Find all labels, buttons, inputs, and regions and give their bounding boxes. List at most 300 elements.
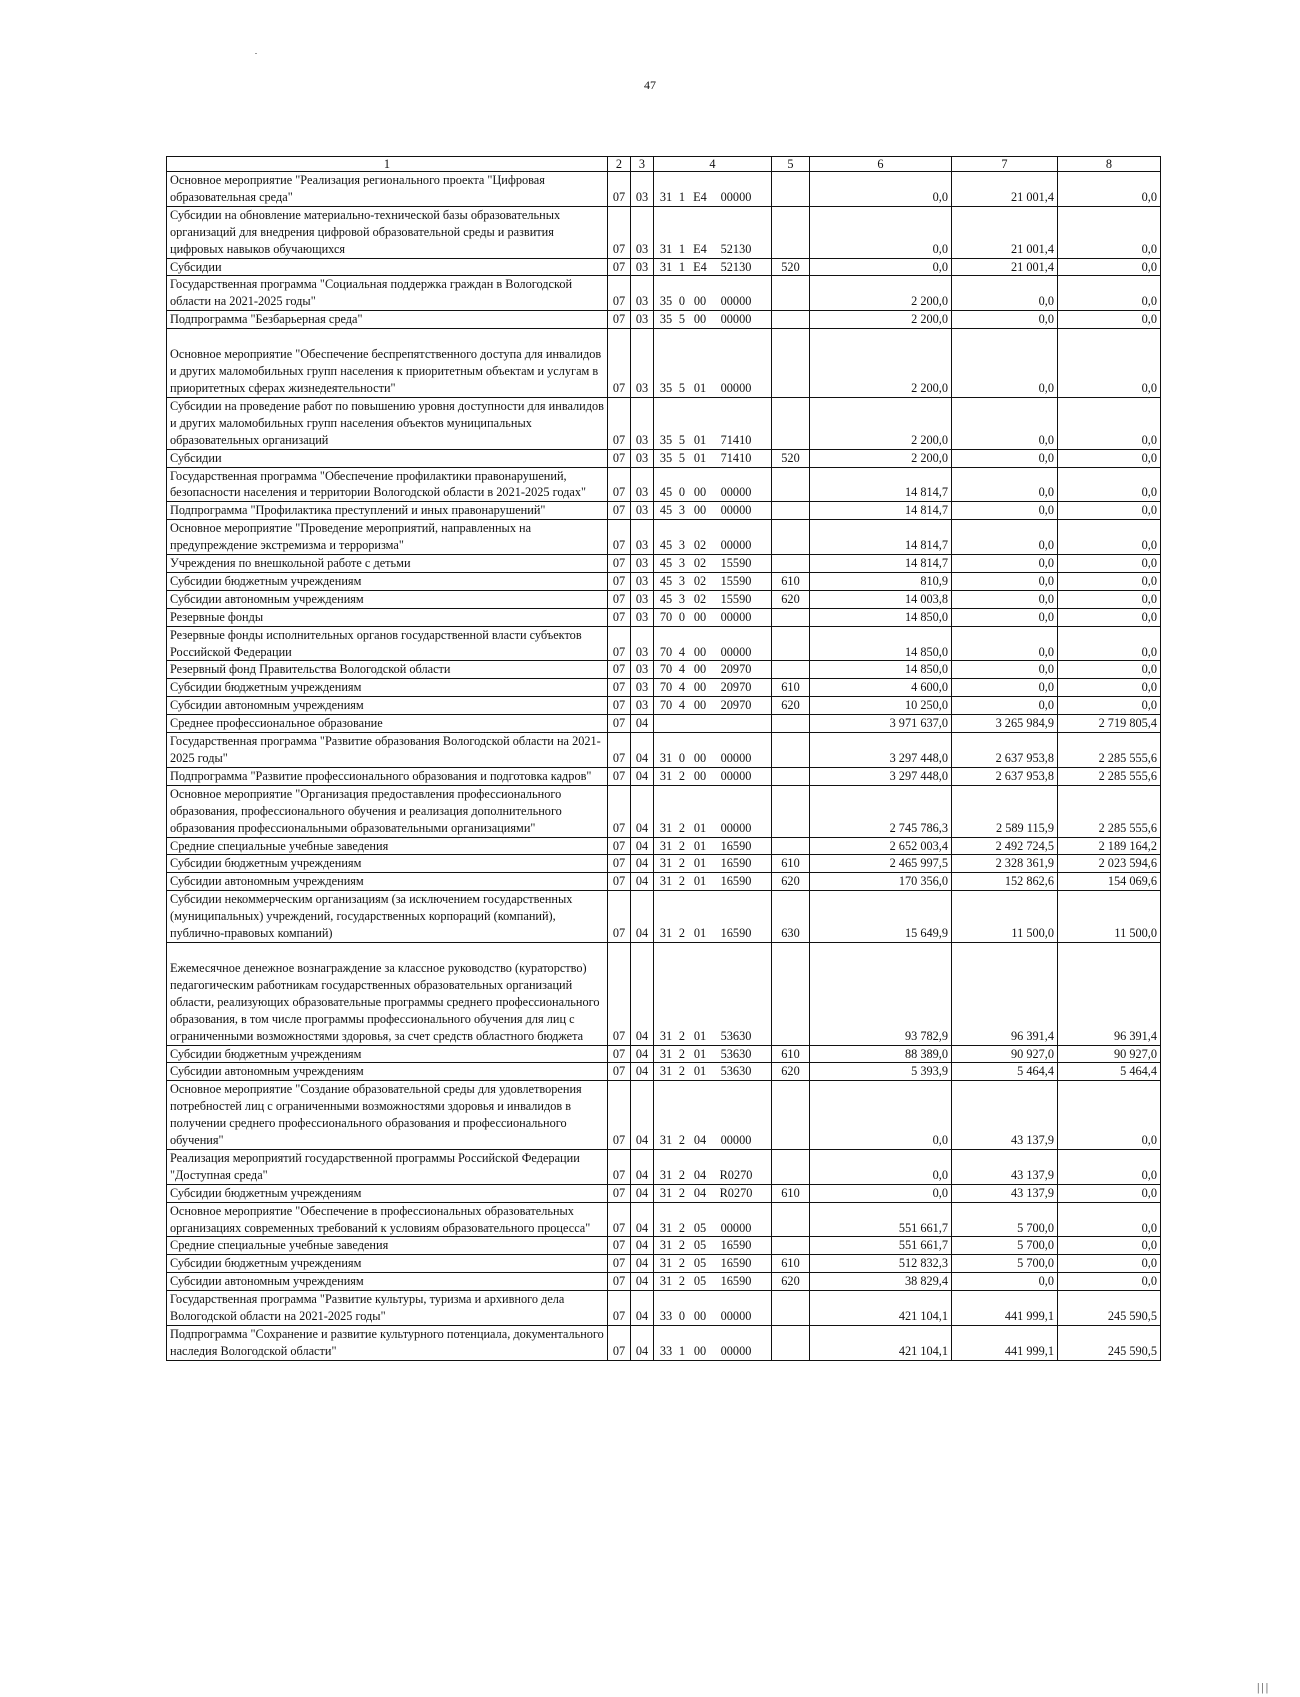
amount-col-8: 245 590,5 — [1058, 1326, 1161, 1361]
subsection-code: 03 — [631, 608, 654, 626]
target-article-code — [654, 679, 772, 697]
code-part: 01 — [693, 1046, 707, 1061]
code-part: 16590 — [720, 838, 752, 853]
row-name — [167, 449, 608, 467]
section-code: 07 — [608, 1326, 631, 1361]
table-row — [167, 626, 1161, 661]
expense-type-code: 610 — [772, 679, 810, 697]
subsection-code: 03 — [631, 276, 654, 311]
expense-type-code — [772, 311, 810, 329]
section-code: 07 — [608, 837, 631, 855]
subsection-code: 04 — [631, 855, 654, 873]
section-code: 07 — [608, 1081, 631, 1150]
row-name-text: Основное мероприятие "Организация предоставления профессионального образования, профессионального обучения и реализация дополнительного образования профессиональными образовательными организациями" — [170, 786, 562, 835]
subsection-code: 04 — [631, 1081, 654, 1150]
code-part: 31 — [659, 1028, 673, 1043]
amount-col-8: 0,0 — [1058, 1149, 1161, 1184]
code-part: 70 — [659, 644, 673, 659]
table-row — [167, 1081, 1161, 1150]
code-part: 0 — [678, 609, 686, 624]
section-code: 07 — [608, 590, 631, 608]
target-article-code — [654, 206, 772, 258]
amount-col-6: 14 850,0 — [810, 626, 952, 661]
table-row — [167, 733, 1161, 768]
subsection-code: 04 — [631, 1291, 654, 1326]
table-row — [167, 785, 1161, 837]
amount-col-8: 0,0 — [1058, 258, 1161, 276]
subsection-code: 03 — [631, 397, 654, 449]
code-part: 3 — [678, 538, 686, 553]
row-name — [167, 1255, 608, 1273]
subsection-code: 03 — [631, 329, 654, 398]
code-part: 31 — [659, 926, 673, 941]
code-part: 00 — [693, 485, 707, 500]
amount-col-8: 0,0 — [1058, 206, 1161, 258]
row-name-text: Субсидии автономным учреждениям — [170, 1064, 364, 1079]
code-part: 31 — [659, 1064, 673, 1079]
row-name — [167, 608, 608, 626]
target-article-code — [654, 942, 772, 1045]
amount-col-7: 0,0 — [952, 697, 1058, 715]
code-part: 31 — [659, 1238, 673, 1253]
amount-col-7: 152 862,6 — [952, 873, 1058, 891]
code-part: 2 — [678, 874, 686, 889]
code-part: 2 — [678, 1028, 686, 1043]
amount-col-6: 15 649,9 — [810, 891, 952, 943]
target-article-code — [654, 1273, 772, 1291]
code-part: 2 — [678, 768, 686, 783]
code-part: 01 — [693, 432, 707, 447]
code-part: 01 — [693, 926, 707, 941]
section-code: 07 — [608, 1063, 631, 1081]
amount-col-7: 2 328 361,9 — [952, 855, 1058, 873]
row-name — [167, 520, 608, 555]
amount-col-8: 2 719 805,4 — [1058, 715, 1161, 733]
expense-type-code — [772, 1149, 810, 1184]
amount-col-8: 0,0 — [1058, 1273, 1161, 1291]
table-row — [167, 467, 1161, 502]
table-row — [167, 258, 1161, 276]
amount-col-7: 43 137,9 — [952, 1081, 1058, 1150]
amount-col-6: 14 850,0 — [810, 608, 952, 626]
row-name — [167, 733, 608, 768]
amount-col-6: 5 393,9 — [810, 1063, 952, 1081]
row-name — [167, 206, 608, 258]
section-code: 07 — [608, 520, 631, 555]
subsection-code: 04 — [631, 1255, 654, 1273]
amount-col-8: 0,0 — [1058, 172, 1161, 207]
row-name-text: Подпрограмма "Развитие профессионального образования и подготовка кадров" — [170, 768, 592, 783]
code-part: 02 — [693, 556, 707, 571]
section-code: 07 — [608, 697, 631, 715]
amount-col-7: 0,0 — [952, 276, 1058, 311]
page-number: 47 — [644, 78, 656, 92]
amount-col-6: 10 250,0 — [810, 697, 952, 715]
code-part: 31 — [659, 1133, 673, 1148]
code-part: 2 — [678, 1238, 686, 1253]
amount-col-6: 0,0 — [810, 1184, 952, 1202]
amount-col-8: 0,0 — [1058, 502, 1161, 520]
row-name-text: Подпрограмма "Безбарьерная среда" — [170, 312, 363, 327]
target-article-code — [654, 1291, 772, 1326]
row-name — [167, 942, 608, 1045]
amount-col-6: 3 297 448,0 — [810, 733, 952, 768]
code-part: 01 — [693, 1064, 707, 1079]
target-article-code — [654, 785, 772, 837]
code-part: 00000 — [720, 538, 752, 553]
expense-type-code: 610 — [772, 572, 810, 590]
expense-type-code: 620 — [772, 873, 810, 891]
code-part: 45 — [659, 503, 673, 518]
subsection-code: 04 — [631, 1273, 654, 1291]
target-article-code — [654, 590, 772, 608]
column-header: 8 — [1058, 157, 1161, 172]
amount-col-7: 0,0 — [952, 520, 1058, 555]
column-header: 3 — [631, 157, 654, 172]
expense-type-code — [772, 715, 810, 733]
amount-col-7: 0,0 — [952, 608, 1058, 626]
target-article-code — [654, 172, 772, 207]
amount-col-7: 43 137,9 — [952, 1149, 1058, 1184]
row-name — [167, 590, 608, 608]
amount-col-6: 512 832,3 — [810, 1255, 952, 1273]
column-header: 1 — [167, 157, 608, 172]
expense-type-code — [772, 329, 810, 398]
scan-marks: ||| — [1257, 1680, 1271, 1694]
amount-col-8: 0,0 — [1058, 467, 1161, 502]
code-part: 01 — [693, 856, 707, 871]
code-part: 05 — [693, 1274, 707, 1289]
section-code: 07 — [608, 258, 631, 276]
section-code: 07 — [608, 1237, 631, 1255]
row-name-text: Основное мероприятие "Обеспечение в профессиональных образовательных организациях современных требований к условиям образовательного процесса" — [170, 1203, 591, 1235]
section-code: 07 — [608, 172, 631, 207]
amount-col-8: 0,0 — [1058, 520, 1161, 555]
row-name-text: Субсидии некоммерческим организациям (за исключением государственных (муниципальных) учреждений, государственных корпораций (компаний), публично-правовых компаний) — [170, 892, 573, 941]
amount-col-7: 2 492 724,5 — [952, 837, 1058, 855]
amount-col-6: 0,0 — [810, 172, 952, 207]
code-part: 1 — [678, 189, 686, 204]
section-code: 07 — [608, 467, 631, 502]
code-part: 20970 — [720, 680, 752, 695]
expense-type-code — [772, 1081, 810, 1150]
code-part: 16590 — [720, 1256, 752, 1271]
code-part: 02 — [693, 538, 707, 553]
table-row — [167, 1149, 1161, 1184]
code-part: 5 — [678, 380, 686, 395]
table-row — [167, 1273, 1161, 1291]
code-part: 31 — [659, 1220, 673, 1235]
blank-line — [170, 329, 604, 346]
subsection-code: 04 — [631, 1202, 654, 1237]
code-part: 05 — [693, 1220, 707, 1235]
target-article-code — [654, 855, 772, 873]
subsection-code: 03 — [631, 626, 654, 661]
code-part: 5 — [678, 312, 686, 327]
row-name-text: Ежемесячное денежное вознаграждение за классное руководство (кураторство) педагогическим работникам государственных образовательных организаций области, реализующих образовательные программы среднего профессионального образования, в том числе программы профессионального обучения для лиц с ограниченными возможностями здоровья, за счет средств областного бюджета — [170, 960, 600, 1043]
amount-col-7: 0,0 — [952, 397, 1058, 449]
amount-col-7: 0,0 — [952, 449, 1058, 467]
section-code: 07 — [608, 785, 631, 837]
amount-col-8: 0,0 — [1058, 1255, 1161, 1273]
amount-col-6: 2 200,0 — [810, 276, 952, 311]
amount-col-6: 551 661,7 — [810, 1237, 952, 1255]
row-name-text: Основное мероприятие "Создание образовательной среды для удовлетворения потребностей лиц с ограниченными возможностями здоровья и инвалидов в получении среднего профессионального образования и профессионального обучения" — [170, 1082, 582, 1148]
code-part: 52130 — [720, 259, 752, 274]
code-part: 33 — [659, 1343, 673, 1358]
amount-col-6: 4 600,0 — [810, 679, 952, 697]
table-body — [167, 172, 1161, 1361]
code-part: 04 — [693, 1185, 707, 1200]
table-row — [167, 661, 1161, 679]
amount-col-7: 5 700,0 — [952, 1237, 1058, 1255]
expense-type-code — [772, 626, 810, 661]
code-part: 1 — [678, 1343, 686, 1358]
amount-col-8: 0,0 — [1058, 679, 1161, 697]
row-name-text: Резервные фонды исполнительных органов государственной власти субъектов Российской Федерации — [170, 627, 582, 659]
row-name — [167, 397, 608, 449]
row-name — [167, 1202, 608, 1237]
amount-col-6: 2 200,0 — [810, 311, 952, 329]
code-part: 01 — [693, 380, 707, 395]
code-part: 2 — [678, 1064, 686, 1079]
amount-col-8: 0,0 — [1058, 397, 1161, 449]
amount-col-7: 5 700,0 — [952, 1202, 1058, 1237]
amount-col-6: 810,9 — [810, 572, 952, 590]
amount-col-7: 43 137,9 — [952, 1184, 1058, 1202]
target-article-code — [654, 697, 772, 715]
table-row — [167, 942, 1161, 1045]
expense-type-code — [772, 502, 810, 520]
subsection-code: 03 — [631, 679, 654, 697]
expense-type-code — [772, 942, 810, 1045]
row-name-text: Субсидии бюджетным учреждениям — [170, 1185, 362, 1200]
row-name — [167, 855, 608, 873]
target-article-code — [654, 608, 772, 626]
code-part: 70 — [659, 609, 673, 624]
expense-type-code — [772, 555, 810, 573]
amount-col-6: 0,0 — [810, 1081, 952, 1150]
amount-col-7: 5 700,0 — [952, 1255, 1058, 1273]
row-name — [167, 661, 608, 679]
code-part: 2 — [678, 926, 686, 941]
code-part: 5 — [678, 450, 686, 465]
amount-col-8: 0,0 — [1058, 661, 1161, 679]
amount-col-6: 14 850,0 — [810, 661, 952, 679]
code-part: 00000 — [720, 485, 752, 500]
amount-col-6: 551 661,7 — [810, 1202, 952, 1237]
table-row — [167, 715, 1161, 733]
code-part: E4 — [693, 241, 707, 256]
expense-type-code — [772, 172, 810, 207]
column-header: 2 — [608, 157, 631, 172]
code-part: 1 — [678, 241, 686, 256]
section-code: 07 — [608, 555, 631, 573]
expense-type-code — [772, 520, 810, 555]
row-name-text: Субсидии на обновление материально-технической базы образовательных организаций для внедрения цифровой образовательной среды и развития цифровых навыков обучающихся — [170, 207, 561, 256]
code-part: 45 — [659, 485, 673, 500]
code-part: 45 — [659, 538, 673, 553]
code-part: 1 — [678, 259, 686, 274]
code-part: 35 — [659, 432, 673, 447]
code-part: 01 — [693, 450, 707, 465]
code-part: 00 — [693, 609, 707, 624]
expense-type-code: 620 — [772, 1063, 810, 1081]
amount-col-8: 2 023 594,6 — [1058, 855, 1161, 873]
expense-type-code — [772, 785, 810, 837]
row-name — [167, 626, 608, 661]
code-part: 00 — [693, 698, 707, 713]
target-article-code — [654, 767, 772, 785]
table-row — [167, 891, 1161, 943]
subsection-code: 04 — [631, 1237, 654, 1255]
table-row — [167, 697, 1161, 715]
amount-col-8: 0,0 — [1058, 626, 1161, 661]
amount-col-6: 88 389,0 — [810, 1045, 952, 1063]
expense-type-code: 620 — [772, 697, 810, 715]
code-part: 4 — [678, 662, 686, 677]
amount-col-8: 0,0 — [1058, 590, 1161, 608]
row-name — [167, 1237, 608, 1255]
expense-type-code: 610 — [772, 1255, 810, 1273]
table-row — [167, 1202, 1161, 1237]
row-name — [167, 785, 608, 837]
amount-col-6: 421 104,1 — [810, 1326, 952, 1361]
table-row — [167, 1184, 1161, 1202]
code-part: 53630 — [720, 1046, 752, 1061]
amount-col-6: 2 465 997,5 — [810, 855, 952, 873]
section-code: 07 — [608, 311, 631, 329]
expense-type-code: 620 — [772, 1273, 810, 1291]
code-part: 2 — [678, 1185, 686, 1200]
code-part: 2 — [678, 1256, 686, 1271]
section-code: 07 — [608, 715, 631, 733]
code-part: 00 — [693, 312, 707, 327]
code-part: 16590 — [720, 926, 752, 941]
table-row — [167, 767, 1161, 785]
amount-col-6: 170 356,0 — [810, 873, 952, 891]
expense-type-code: 520 — [772, 449, 810, 467]
code-part: 05 — [693, 1256, 707, 1271]
row-name — [167, 467, 608, 502]
code-part: 52130 — [720, 241, 752, 256]
amount-col-8: 0,0 — [1058, 1184, 1161, 1202]
code-part: 01 — [693, 1028, 707, 1043]
amount-col-7: 441 999,1 — [952, 1291, 1058, 1326]
code-part: 53630 — [720, 1064, 752, 1079]
subsection-code: 04 — [631, 873, 654, 891]
code-part: 00 — [693, 644, 707, 659]
target-article-code — [654, 1255, 772, 1273]
section-code: 07 — [608, 855, 631, 873]
amount-col-6: 3 297 448,0 — [810, 767, 952, 785]
code-part: 00 — [693, 294, 707, 309]
expense-type-code — [772, 733, 810, 768]
code-part: 00000 — [720, 503, 752, 518]
code-part: 00000 — [720, 1133, 752, 1148]
expense-type-code — [772, 467, 810, 502]
amount-col-7: 441 999,1 — [952, 1326, 1058, 1361]
code-part: 02 — [693, 591, 707, 606]
subsection-code: 03 — [631, 172, 654, 207]
subsection-code: 03 — [631, 520, 654, 555]
row-name-text: Реализация мероприятий государственной программы Российской Федерации "Доступная среда" — [170, 1150, 580, 1182]
subsection-code: 03 — [631, 555, 654, 573]
amount-col-6: 2 745 786,3 — [810, 785, 952, 837]
target-article-code — [654, 1045, 772, 1063]
amount-col-7: 0,0 — [952, 590, 1058, 608]
code-part: 16590 — [720, 1274, 752, 1289]
code-part: 20970 — [720, 698, 752, 713]
code-part: 31 — [659, 768, 673, 783]
target-article-code — [654, 1237, 772, 1255]
amount-col-6: 14 814,7 — [810, 502, 952, 520]
subsection-code: 03 — [631, 697, 654, 715]
subsection-code: 04 — [631, 1149, 654, 1184]
column-header: 6 — [810, 157, 952, 172]
table-row — [167, 520, 1161, 555]
amount-col-7: 0,0 — [952, 572, 1058, 590]
target-article-code — [654, 837, 772, 855]
code-part: 00000 — [720, 312, 752, 327]
subsection-code: 04 — [631, 767, 654, 785]
code-part: 20970 — [720, 662, 752, 677]
amount-col-8: 0,0 — [1058, 1237, 1161, 1255]
expense-type-code — [772, 206, 810, 258]
expense-type-code — [772, 1326, 810, 1361]
amount-col-6: 14 814,7 — [810, 520, 952, 555]
subsection-code: 03 — [631, 590, 654, 608]
subsection-code: 04 — [631, 785, 654, 837]
code-part: 31 — [659, 856, 673, 871]
code-part: 00 — [693, 751, 707, 765]
section-code: 07 — [608, 572, 631, 590]
row-name — [167, 715, 608, 733]
row-name-text: Субсидии бюджетным учреждениям — [170, 856, 362, 871]
amount-col-8: 0,0 — [1058, 555, 1161, 573]
code-part: 00000 — [720, 609, 752, 624]
amount-col-6: 14 003,8 — [810, 590, 952, 608]
table-row — [167, 206, 1161, 258]
amount-col-6: 14 814,7 — [810, 555, 952, 573]
column-header: 5 — [772, 157, 810, 172]
row-name — [167, 697, 608, 715]
section-code: 07 — [608, 276, 631, 311]
expense-type-code — [772, 397, 810, 449]
table-row — [167, 1237, 1161, 1255]
code-part: 0 — [678, 485, 686, 500]
section-code: 07 — [608, 661, 631, 679]
table-row — [167, 397, 1161, 449]
amount-col-7: 0,0 — [952, 1273, 1058, 1291]
section-code: 07 — [608, 1202, 631, 1237]
expense-type-code — [772, 608, 810, 626]
code-part: 00000 — [720, 1343, 752, 1358]
amount-col-8: 0,0 — [1058, 572, 1161, 590]
section-code: 07 — [608, 329, 631, 398]
amount-col-6: 2 200,0 — [810, 449, 952, 467]
target-article-code — [654, 311, 772, 329]
amount-col-6: 0,0 — [810, 1149, 952, 1184]
amount-col-6: 2 200,0 — [810, 397, 952, 449]
row-name — [167, 1081, 608, 1150]
code-part: 00000 — [720, 294, 752, 309]
section-code: 07 — [608, 679, 631, 697]
section-code: 07 — [608, 1045, 631, 1063]
code-part: 70 — [659, 662, 673, 677]
row-name-text: Субсидии бюджетным учреждениям — [170, 1256, 362, 1271]
row-name-text: Основное мероприятие "Проведение мероприятий, направленных на предупреждение экстремизма и терроризма" — [170, 521, 532, 553]
